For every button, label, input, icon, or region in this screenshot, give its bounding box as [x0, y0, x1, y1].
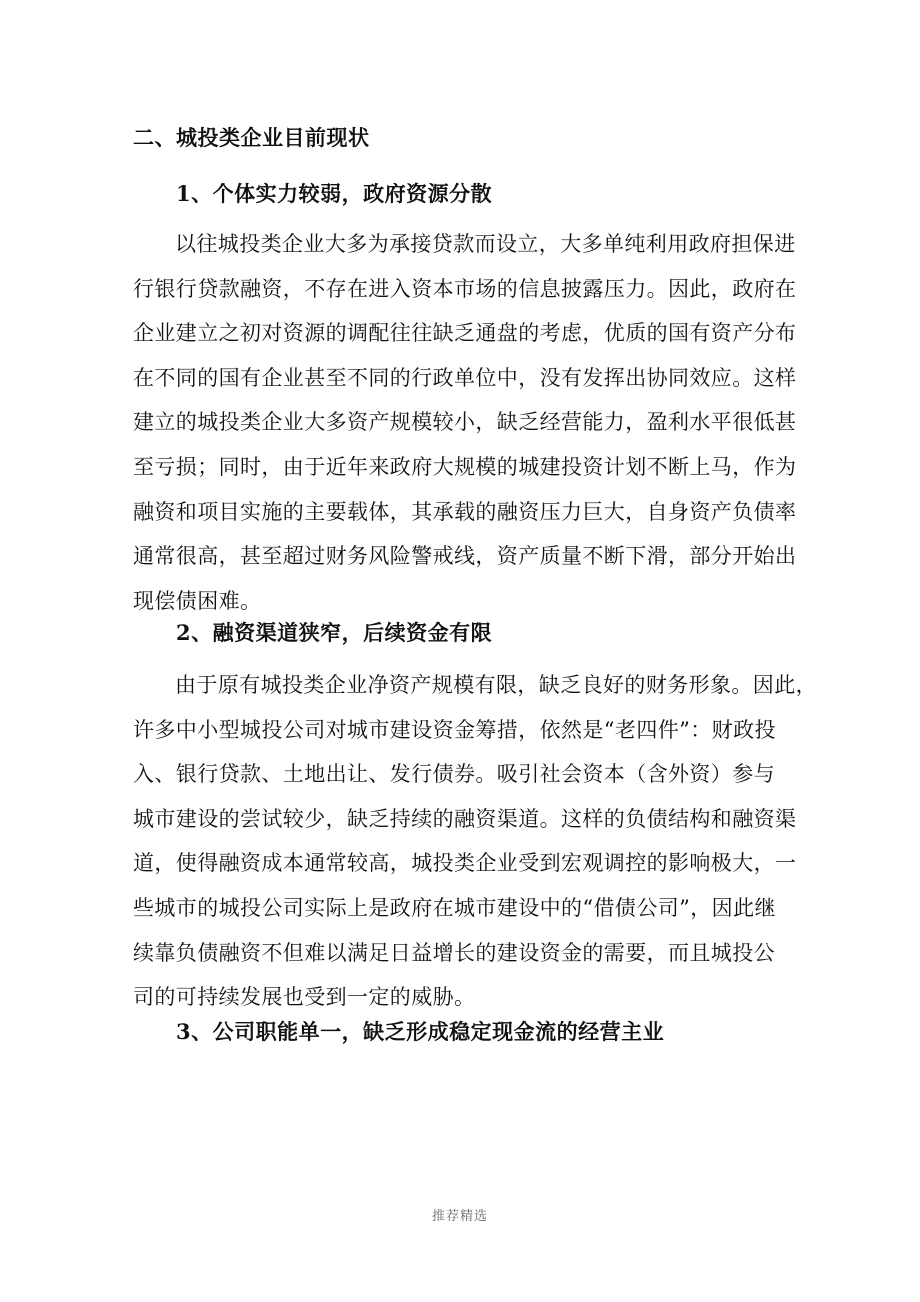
- page-footer: 推荐精选: [431, 1209, 488, 1224]
- paragraph-line: 入、银行贷款、土地出让、发行债券。吸引社会资本（含外资）参与: [133, 762, 775, 787]
- paragraph-1: [133, 222, 797, 623]
- paragraph-line: 企业建立之初对资源的调配往往缺乏通盘的考虑，优质的国有资产分布: [133, 321, 797, 346]
- paragraph-line: 道，使得融资成本通常较高，城投类企业受到宏观调控的影响极大，一: [133, 851, 797, 876]
- paragraph-line: 行银行贷款融资，不存在进入资本市场的信息披露压力。因此，政府在: [133, 276, 797, 301]
- paragraph-line: 续靠负债融资不但难以满足日益增长的建设资金的需要，而且城投公: [133, 940, 775, 965]
- subsection-title-3: 3、公司职能单一，缺乏形成稳定现金流的经营主业: [176, 1019, 665, 1044]
- subsection-title-2: 2、融资渠道狭窄，后续资金有限: [176, 620, 493, 645]
- paragraph-line: 通常很高，甚至超过财务风险警戒线，资产质量不断下滑，部分开始出: [133, 544, 797, 569]
- paragraph-line: 至亏损；同时，由于近年来政府大规模的城建投资计划不断上马，作为: [133, 454, 797, 479]
- paragraph-line: 现偿债困难。: [133, 588, 262, 613]
- paragraph-line: 司的可持续发展也受到一定的威胁。: [133, 985, 476, 1010]
- paragraph-line: 许多中小型城投公司对城市建设资金筹措，依然是“老四件”：财政投: [133, 717, 776, 742]
- paragraph-line: 建立的城投类企业大多资产规模较小，缺乏经营能力，盈利水平很低甚: [133, 410, 797, 435]
- paragraph-line: 融资和项目实施的主要载体，其承载的融资压力巨大，自身资产负债率: [133, 499, 797, 524]
- paragraph-2: [133, 663, 817, 1020]
- paragraph-line: 在不同的国有企业甚至不同的行政单位中，没有发挥出协同效应。这样: [133, 365, 797, 390]
- paragraph-line: 以往城投类企业大多为承接贷款而设立，大多单纯利用政府担保进: [175, 232, 796, 256]
- paragraph-line: 由于原有城投类企业净资产规模有限，缺乏良好的财务形象。因此，: [175, 673, 817, 697]
- subsection-title-1: 1、个体实力较弱，政府资源分散: [176, 181, 493, 206]
- paragraph-line: 些城市的城投公司实际上是政府在城市建设中的“借债公司”，因此继: [133, 895, 776, 920]
- section-heading: 二、城投类企业目前现状: [133, 125, 370, 150]
- paragraph-line: 城市建设的尝试较少，缺乏持续的融资渠道。这样的负债结构和融资渠: [133, 806, 797, 831]
